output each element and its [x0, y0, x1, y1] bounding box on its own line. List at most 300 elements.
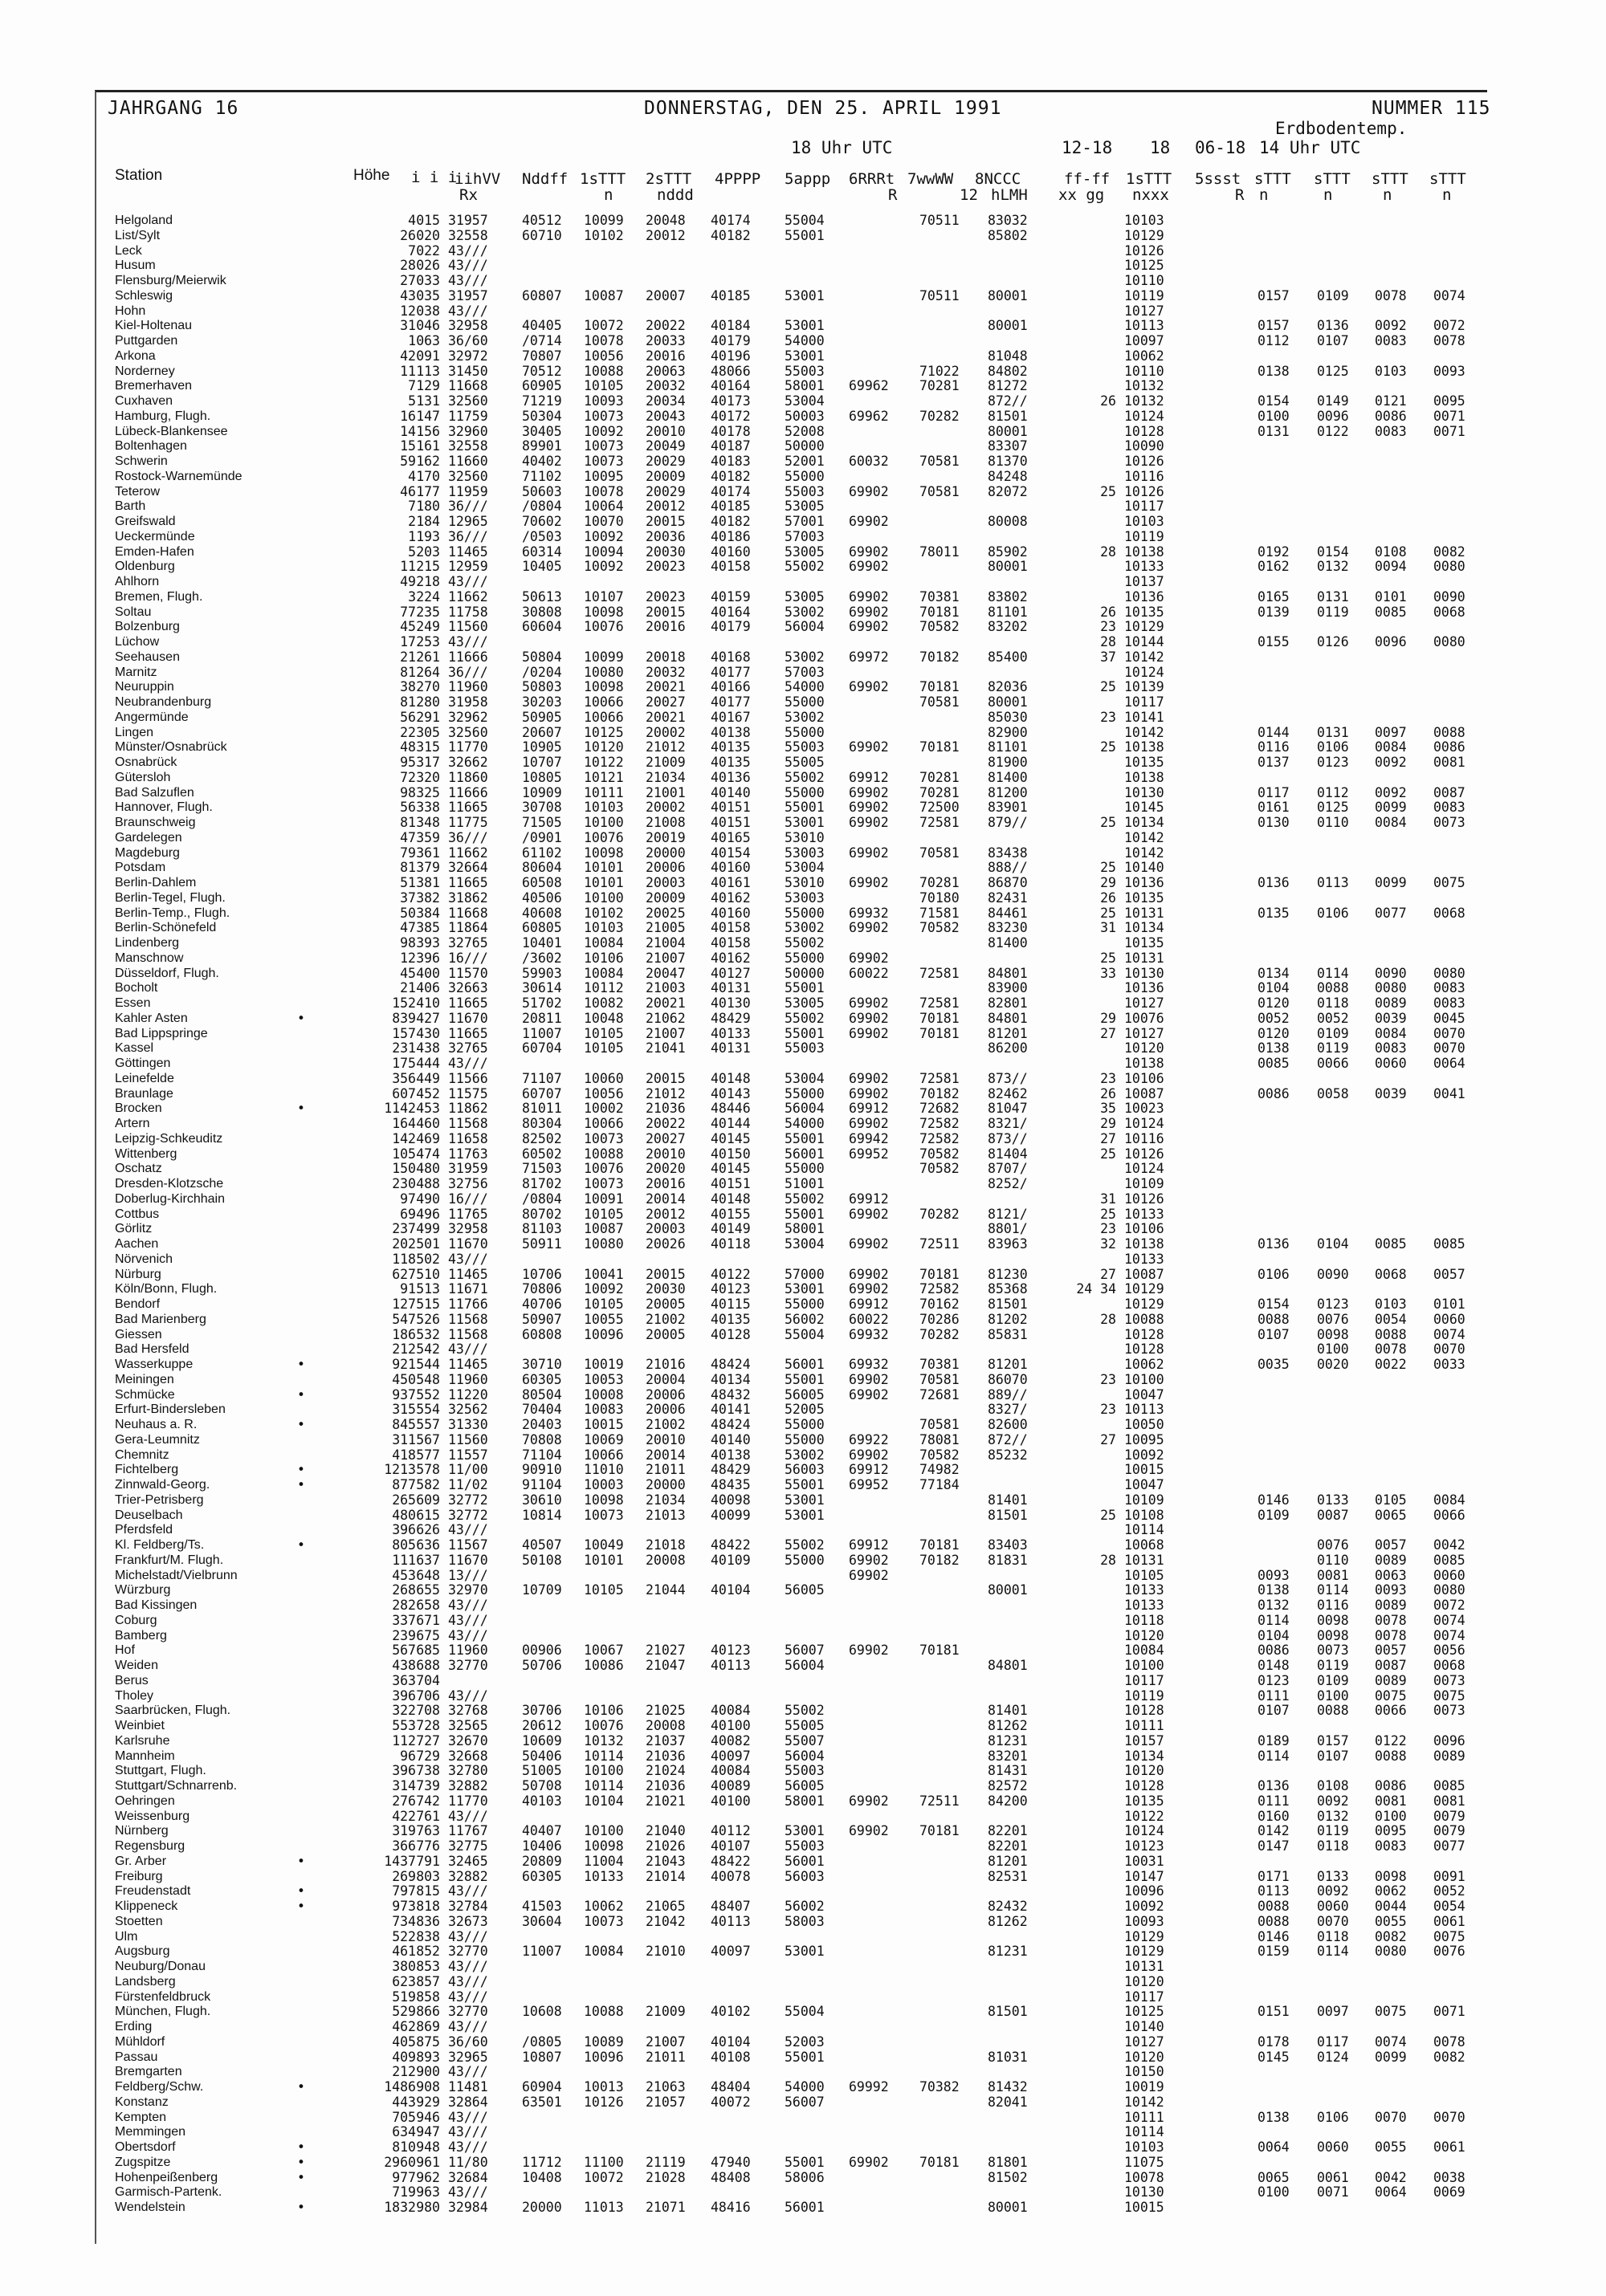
mountain-marker: • — [297, 1462, 305, 1478]
sttt-2: 21010 — [646, 1944, 686, 1960]
station-height: 1142 — [384, 1101, 416, 1117]
appp: 56001 — [785, 2200, 825, 2215]
station-id: 578 — [416, 1462, 440, 1478]
table-row — [0, 996, 1606, 1012]
iihvv: 11568 — [448, 1326, 488, 1342]
station-id: 838 — [416, 1928, 440, 1944]
soil-temp-3: 0070 — [1375, 2109, 1407, 2125]
station-height: 380 — [392, 1959, 416, 1974]
station-name: Dresden-Klotzsche — [115, 1177, 224, 1191]
mountain-marker: • — [297, 1899, 305, 1914]
nddff: 51702 — [522, 995, 562, 1011]
appp: 56001 — [785, 1853, 825, 1869]
appp: 53001 — [785, 318, 825, 334]
pppp: 40149 — [711, 1221, 751, 1237]
soil-temp-4: 0080 — [1433, 1582, 1465, 1598]
station-name: Osnabrück — [115, 755, 177, 769]
iihvv: 11/80 — [448, 2154, 488, 2170]
sttt-2: 21011 — [646, 1462, 686, 1478]
sttt-2: 20034 — [646, 393, 686, 409]
col-nddff: Nddff — [522, 170, 569, 188]
pppp: 40187 — [711, 438, 751, 454]
appp: 53002 — [785, 604, 825, 620]
nddff: 50304 — [522, 408, 562, 424]
soil-temp-4: 0087 — [1433, 784, 1465, 800]
table-row — [0, 439, 1606, 454]
soil-temp-1: 0155 — [1257, 634, 1290, 649]
table-row — [0, 1674, 1606, 1689]
pppp: 40177 — [711, 664, 751, 680]
nccc: 80001 — [988, 2200, 1028, 2215]
pppp: 40182 — [711, 514, 751, 529]
soil-temp-4: 0095 — [1433, 393, 1465, 409]
sttt-max: 10078 — [1124, 2169, 1164, 2185]
rrrt: 69902 — [849, 619, 889, 635]
wwww: 70581 — [919, 694, 960, 710]
appp: 53001 — [785, 815, 825, 830]
sttt-max: 10128 — [1124, 1703, 1164, 1719]
nccc: 85831 — [988, 1326, 1028, 1342]
wwww: 72582 — [919, 1130, 960, 1146]
table-row — [0, 1012, 1606, 1027]
station-name: Ulm — [115, 1929, 138, 1944]
station-height: 98 — [400, 784, 416, 800]
sttt-1: 10084 — [584, 935, 624, 951]
soil-temp-3: 0092 — [1375, 755, 1407, 770]
soil-temp-4: 0038 — [1433, 2169, 1465, 2185]
station-id: 542 — [416, 1341, 440, 1358]
pppp: 40098 — [711, 1492, 751, 1508]
pppp: 40164 — [711, 604, 751, 620]
sttt-max: 10111 — [1124, 1718, 1164, 1733]
station-name: Leipzig-Schkeuditz — [115, 1131, 223, 1146]
appp: 54000 — [785, 1116, 825, 1131]
appp: 55004 — [785, 1326, 825, 1342]
station-id: 818 — [416, 1899, 440, 1914]
wwww: 70582 — [919, 619, 960, 635]
table-row — [0, 1824, 1606, 1839]
station-height: 212 — [392, 2064, 416, 2080]
nccc: 81370 — [988, 454, 1028, 469]
pppp: 40145 — [711, 1161, 751, 1177]
iihvv: 11665 — [448, 995, 488, 1011]
sttt-2: 20032 — [646, 378, 686, 394]
soil-temp-4: 0061 — [1433, 1913, 1465, 1929]
rrrt: 69932 — [849, 1326, 889, 1342]
nccc: 82036 — [988, 679, 1028, 695]
station-id: 235 — [416, 604, 440, 620]
appp: 53001 — [785, 1944, 825, 1960]
station-name: Oldenburg — [115, 560, 175, 574]
station-id: 655 — [416, 1582, 440, 1598]
pppp: 40155 — [711, 1206, 751, 1222]
station-id: 161 — [416, 438, 440, 454]
station-name: Bendorf — [115, 1297, 161, 1311]
station-name: Hohenpeißenberg — [115, 2170, 218, 2184]
sttt-max: 10140 — [1124, 2019, 1164, 2034]
station-name: Ahlhorn — [115, 575, 160, 588]
table-row — [0, 2125, 1606, 2140]
sttt-max: 10136 — [1124, 588, 1164, 605]
sttt-1: 10100 — [584, 1823, 624, 1839]
sttt-2: 20007 — [646, 287, 686, 303]
appp: 57000 — [785, 1266, 825, 1282]
table-row — [0, 515, 1606, 530]
soil-temp-2: 0081 — [1317, 1567, 1349, 1583]
col-ffff: ff-ff — [1064, 170, 1111, 188]
pppp: 40135 — [711, 1311, 751, 1327]
soil-temp-3: 0068 — [1375, 1266, 1407, 1282]
appp: 55002 — [785, 769, 825, 785]
station-height: 95 — [400, 755, 416, 770]
mountain-marker: • — [297, 2169, 305, 2185]
mountain-marker: • — [297, 2200, 305, 2215]
soil-temp-4: 0045 — [1433, 1010, 1465, 1026]
table-row — [0, 1297, 1606, 1313]
station-id: 637 — [416, 1552, 440, 1568]
soil-temp-1: 0189 — [1257, 1732, 1290, 1748]
table-row — [0, 1207, 1606, 1223]
sttt-2: 20027 — [646, 1130, 686, 1146]
iihvv: 43/// — [448, 634, 488, 649]
station-name: Stoetten — [115, 1914, 163, 1928]
sttt-1: 10072 — [584, 2169, 624, 2185]
sttt-2: 20043 — [646, 408, 686, 424]
pppp: 40196 — [711, 348, 751, 364]
sttt-1: 10008 — [584, 1386, 624, 1402]
rrrt: 69902 — [849, 1386, 889, 1402]
sttt-max: 10123 — [1124, 1838, 1164, 1854]
rrrt: 69902 — [849, 1823, 889, 1839]
iihvv: 36/// — [448, 499, 488, 515]
sttt-max: 10120 — [1124, 2049, 1164, 2065]
iihvv: 11568 — [448, 1116, 488, 1131]
soil-temp-1: 0136 — [1257, 1236, 1290, 1252]
table-row — [0, 1553, 1606, 1569]
table-row — [0, 1930, 1606, 1945]
soil-temp-2: 0073 — [1317, 1643, 1349, 1659]
soil-temp-3: 0060 — [1375, 1056, 1407, 1071]
nddff: /0901 — [522, 829, 562, 845]
sttt-1: 10073 — [584, 1913, 624, 1929]
station-height: 239 — [392, 1627, 416, 1643]
soil-temp-2: 0090 — [1317, 1266, 1349, 1282]
soil-temp-1: 0123 — [1257, 1672, 1290, 1688]
col-6rrrt: 6RRRt — [849, 170, 895, 188]
station-height: 96 — [400, 1748, 416, 1764]
iihvv: 11557 — [448, 1447, 488, 1463]
soil-temp-4: 0068 — [1433, 604, 1465, 620]
table-row — [0, 1313, 1606, 1328]
iihvv: 11763 — [448, 1146, 488, 1162]
wind-gust: 31 — [1100, 1191, 1116, 1207]
soil-temp-4: 0078 — [1433, 333, 1465, 348]
pppp: 40160 — [711, 543, 751, 560]
soil-temp-4: 0081 — [1433, 1793, 1465, 1809]
pppp: 40128 — [711, 1326, 751, 1342]
mountain-marker: • — [297, 2154, 305, 2170]
table-row — [0, 2111, 1606, 2126]
table-row — [0, 876, 1606, 891]
appp: 58001 — [785, 1793, 825, 1809]
wwww: 70181 — [919, 604, 960, 620]
appp: 55007 — [785, 1732, 825, 1748]
sttt-1: 10041 — [584, 1266, 624, 1282]
station-name: München, Flugh. — [115, 2005, 211, 2019]
sttt-1: 10080 — [584, 1236, 624, 1252]
nddff: 70806 — [522, 1281, 562, 1297]
sttt-2: 21003 — [646, 980, 686, 996]
iihvv: 32562 — [448, 1402, 488, 1418]
soil-temp-3: 0057 — [1375, 1643, 1407, 1659]
sttt-1: 10066 — [584, 1116, 624, 1131]
nddff: 30706 — [522, 1703, 562, 1719]
iihvv: 32965 — [448, 2049, 488, 2065]
soil-temp-1: 0086 — [1257, 1643, 1290, 1659]
appp: 56001 — [785, 1146, 825, 1162]
nccc: 84461 — [988, 905, 1028, 921]
col-soil-4: sTTT — [1429, 170, 1466, 188]
table-row — [0, 1177, 1606, 1192]
soil-temp-4: 0057 — [1433, 1266, 1465, 1282]
sttt-2: 21034 — [646, 769, 686, 785]
appp: 55000 — [785, 468, 825, 484]
rrrt: 69902 — [849, 1567, 889, 1583]
soil-temp-1: 0138 — [1257, 1040, 1290, 1056]
station-name: Arkona — [115, 348, 156, 363]
iihvv: 11767 — [448, 1823, 488, 1839]
station-id: 858 — [416, 1989, 440, 2005]
station-id: 131 — [416, 393, 440, 409]
sttt-max: 10134 — [1124, 815, 1164, 830]
pppp: 48429 — [711, 1462, 751, 1478]
pppp: 40160 — [711, 860, 751, 876]
station-name: Regensburg — [115, 1839, 185, 1853]
rrrt: 69902 — [849, 1371, 889, 1387]
wwww: 70381 — [919, 588, 960, 605]
wwww: 70581 — [919, 1371, 960, 1387]
station-id: 361 — [416, 845, 440, 861]
iihvv: 43/// — [448, 1989, 488, 2005]
station-id: 706 — [416, 1687, 440, 1704]
pppp: 40138 — [711, 1447, 751, 1463]
station-height: 705 — [392, 2109, 416, 2125]
sttt-max: 10134 — [1124, 1748, 1164, 1764]
station-height: 519 — [392, 1989, 416, 2005]
soil-temp-2: 0119 — [1317, 604, 1349, 620]
sttt-2: 20036 — [646, 528, 686, 544]
sttt-2: 20012 — [646, 1206, 686, 1222]
iihvv: 43/// — [448, 1627, 488, 1643]
rrrt: 69902 — [849, 1206, 889, 1222]
soil-temp-1: 0138 — [1257, 2109, 1290, 2125]
wind-gust: 25 — [1100, 1206, 1116, 1222]
table-row — [0, 981, 1606, 996]
iihvv: 11671 — [448, 1281, 488, 1297]
table-row — [0, 1418, 1606, 1433]
sttt-2: 20029 — [646, 483, 686, 499]
station-id: 430 — [416, 1025, 440, 1041]
nddff: 30710 — [522, 1357, 562, 1372]
appp: 53004 — [785, 1236, 825, 1252]
nddff: 60305 — [522, 1371, 562, 1387]
nccc: 81400 — [988, 769, 1028, 785]
sttt-1: 10069 — [584, 1431, 624, 1447]
table-row — [0, 1960, 1606, 1975]
soil-temp-4: 0072 — [1433, 318, 1465, 334]
sttt-1: 10073 — [584, 1130, 624, 1146]
station-name: Gr. Arber — [115, 1854, 167, 1868]
sttt-max: 10117 — [1124, 499, 1164, 515]
sttt-1: 10114 — [584, 1778, 624, 1793]
soil-temp-4: 0088 — [1433, 724, 1465, 740]
station-height: 7 — [408, 499, 416, 515]
nccc: 81501 — [988, 408, 1028, 424]
table-row — [0, 2156, 1606, 2171]
nddff: 70602 — [522, 514, 562, 529]
soil-temp-1: 0165 — [1257, 588, 1290, 605]
sttt-2: 21065 — [646, 1899, 686, 1914]
station-height: 81 — [400, 664, 416, 680]
sttt-2: 21008 — [646, 815, 686, 830]
nccc: 82041 — [988, 2094, 1028, 2110]
station-id: 249 — [416, 619, 440, 635]
station-name: Neuhaus a. R. — [115, 1418, 198, 1431]
iihvv: 11570 — [448, 965, 488, 981]
nddff: 71102 — [522, 468, 562, 484]
iihvv: 32765 — [448, 935, 488, 951]
pppp: 40182 — [711, 227, 751, 243]
station-height: 797 — [392, 1883, 416, 1899]
sttt-2: 21034 — [646, 1492, 686, 1508]
wind-gust: 23 — [1100, 619, 1116, 635]
sttt-max: 10126 — [1124, 454, 1164, 469]
appp: 55004 — [785, 213, 825, 228]
soil-temp-3: 0081 — [1375, 1793, 1407, 1809]
nccc: 81502 — [988, 2169, 1028, 2185]
table-row — [0, 605, 1606, 621]
station-height: 212 — [392, 1341, 416, 1358]
nccc: 872// — [988, 1431, 1028, 1447]
appp: 53001 — [785, 287, 825, 303]
table-row — [0, 485, 1606, 500]
soil-temp-2: 0071 — [1317, 2184, 1349, 2200]
rrrt: 69902 — [849, 920, 889, 936]
appp: 55000 — [785, 950, 825, 966]
iihvv: 11465 — [448, 1357, 488, 1372]
appp: 55001 — [785, 2154, 825, 2170]
soil-temp-1: 0112 — [1257, 333, 1290, 348]
pppp: 40151 — [711, 1176, 751, 1191]
nccc: 82900 — [988, 724, 1028, 740]
soil-temp-1: 0085 — [1257, 1056, 1290, 1071]
station-name: Berlin-Tegel, Flugh. — [115, 890, 226, 905]
appp: 53010 — [785, 829, 825, 845]
rrrt: 69952 — [849, 1477, 889, 1492]
nddff: 00906 — [522, 1643, 562, 1659]
station-name: Oehringen — [115, 1793, 175, 1808]
nccc: 873// — [988, 1130, 1028, 1146]
sttt-1: 10094 — [584, 543, 624, 560]
sttt-max: 10133 — [1124, 1251, 1164, 1267]
iihvv: 31957 — [448, 287, 488, 303]
nccc: 8121/ — [988, 1206, 1028, 1222]
soil-temp-1: 0111 — [1257, 1687, 1290, 1704]
soil-temp-3: 0078 — [1375, 287, 1407, 303]
station-id: 544 — [416, 1357, 440, 1372]
wwww: 72682 — [919, 1101, 960, 1117]
soil-temp-1: 0106 — [1257, 1266, 1290, 1282]
appp: 52001 — [785, 454, 825, 469]
pppp: 40179 — [711, 333, 751, 348]
soil-temp-4: 0077 — [1433, 1838, 1465, 1854]
sttt-max: 10124 — [1124, 1116, 1164, 1131]
soil-temp-1: 0093 — [1257, 1567, 1290, 1583]
iihvv: 11959 — [448, 483, 488, 499]
sttt-1: 10019 — [584, 1357, 624, 1372]
soil-temp-2: 0113 — [1317, 875, 1349, 890]
station-name: Berlin-Schönefeld — [115, 921, 217, 935]
wwww: 70286 — [919, 1311, 960, 1327]
sttt-1: 10099 — [584, 649, 624, 665]
table-row — [0, 229, 1606, 244]
station-height: 623 — [392, 1973, 416, 1989]
nccc: 81900 — [988, 755, 1028, 770]
sttt-max: 10128 — [1124, 1326, 1164, 1342]
sttt-2: 21012 — [646, 1085, 686, 1101]
station-name: Düsseldorf, Flugh. — [115, 966, 219, 980]
sttt-max: 10110 — [1124, 363, 1164, 379]
station-name: Schwerin — [115, 454, 168, 468]
table-row — [0, 1041, 1606, 1056]
soil-temp-2: 0110 — [1317, 1552, 1349, 1568]
station-id: 554 — [416, 1402, 440, 1418]
sttt-max: 10088 — [1124, 1311, 1164, 1327]
wind-gust: 26 — [1100, 604, 1116, 620]
soil-temp-4: 0075 — [1433, 875, 1465, 890]
nddff: 50907 — [522, 1311, 562, 1327]
iihvv: 43/// — [448, 1928, 488, 1944]
station-name: Pferdsfeld — [115, 1523, 173, 1537]
table-row — [0, 710, 1606, 726]
sttt-max: 10124 — [1124, 664, 1164, 680]
nddff: 40512 — [522, 213, 562, 228]
sttt-1: 10112 — [584, 980, 624, 996]
station-height: 15 — [400, 438, 416, 454]
iihvv: 43/// — [448, 2109, 488, 2125]
wind-gust: 25 — [1100, 950, 1116, 966]
table-row — [0, 1598, 1606, 1614]
appp: 55000 — [785, 1297, 825, 1312]
nddff: 40405 — [522, 318, 562, 334]
iihvv: 43/// — [448, 2019, 488, 2034]
sttt-max: 10117 — [1124, 1672, 1164, 1688]
pppp: 40102 — [711, 2004, 751, 2020]
iihvv: 12959 — [448, 559, 488, 575]
soil-temp-1: 0120 — [1257, 1025, 1290, 1041]
sttt-2: 21014 — [646, 1868, 686, 1884]
rrrt: 69902 — [849, 1793, 889, 1809]
sttt-max: 10076 — [1124, 1010, 1164, 1026]
station-height: 315 — [392, 1402, 416, 1418]
nddff: 71104 — [522, 1447, 562, 1463]
table-row — [0, 967, 1606, 982]
soil-temp-3: 0055 — [1375, 1913, 1407, 1929]
issue-date: DONNERSTAG, DEN 25. APRIL 1991 — [644, 98, 1002, 119]
nccc: 81201 — [988, 1853, 1028, 1869]
station-name: Feldberg/Schw. — [115, 2080, 204, 2094]
table-row — [0, 1854, 1606, 1870]
